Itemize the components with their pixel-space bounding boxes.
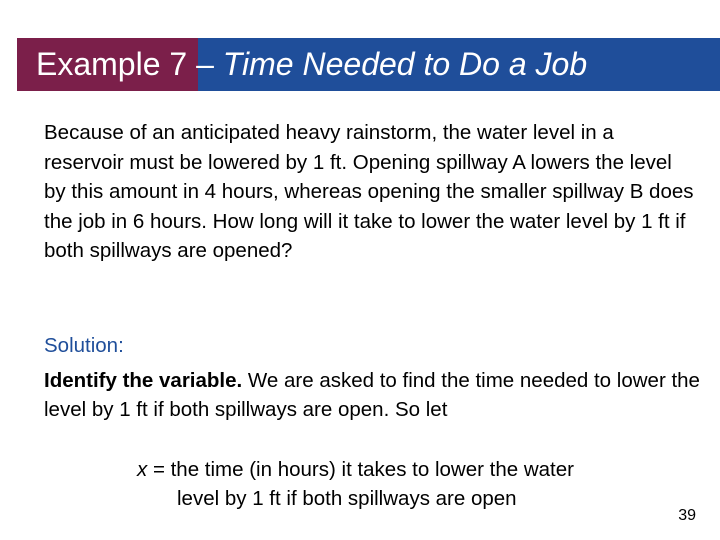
slide-title [36, 46, 587, 83]
page-number: 39 [678, 507, 696, 524]
variable-symbol: x [137, 458, 148, 481]
problem-statement: Because of an anticipated heavy rainstorm, the water level in a reservoir must be lowered by 1 ft. Opening spillway A lowers the level by this amount in 4 hours, whereas opening the smaller spillway B does the job in 6 hours. How long will it take to lower the water level by 1 ft if both spillways are opened? [44, 121, 694, 262]
variable-definition-line2: level by 1 ft if both spillways are open [177, 486, 517, 510]
variable-definition [137, 456, 677, 513]
title-bar [17, 38, 720, 91]
slide-title-italic: Time Needed to Do a Job [222, 46, 588, 82]
identify-variable-paragraph [44, 367, 704, 424]
identify-variable-text: We are asked to find the time needed to lower the level by 1 ft if both spillways are open. So let [44, 369, 700, 421]
identify-variable-heading: Identify the variable. [44, 369, 243, 392]
solution-label: Solution: [44, 334, 124, 357]
variable-definition-line1: = the time (in hours) it takes to lower the water [147, 458, 574, 481]
slide-title-plain: Example 7 – [36, 46, 223, 82]
